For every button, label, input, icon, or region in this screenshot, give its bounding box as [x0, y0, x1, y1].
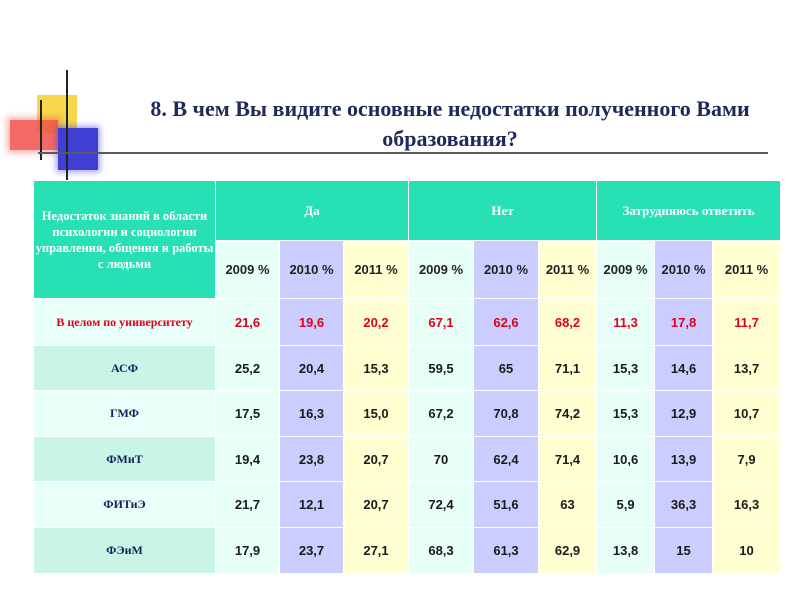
table-cell: 13,9: [655, 437, 713, 482]
row-label: В целом по университету: [34, 299, 216, 346]
logo-red-square: [10, 120, 58, 150]
table-cell: 21,7: [216, 482, 280, 528]
year-header: 2009 %: [216, 241, 280, 299]
table-cell: 63: [539, 482, 597, 528]
table-cell: 17,9: [216, 528, 280, 574]
header-group-undecided: Затрудняюсь ответить: [597, 181, 781, 241]
year-header: 2010 %: [655, 241, 713, 299]
header-group-no: Нет: [409, 181, 597, 241]
row-label: ГМФ: [34, 391, 216, 437]
table-cell: 62,6: [474, 299, 539, 346]
table-cell: 36,3: [655, 482, 713, 528]
table-cell: 7,9: [713, 437, 781, 482]
table-cell: 59,5: [409, 346, 474, 391]
table-cell: 67,1: [409, 299, 474, 346]
table-cell: 61,3: [474, 528, 539, 574]
table-cell: 15: [655, 528, 713, 574]
logo-vertical-line: [66, 70, 68, 182]
table-cell: 15,3: [597, 391, 655, 437]
table-cell: 20,2: [344, 299, 409, 346]
year-header: 2010 %: [474, 241, 539, 299]
table-cell: 13,8: [597, 528, 655, 574]
table-cell: 62,9: [539, 528, 597, 574]
table-cell: 19,6: [280, 299, 344, 346]
table-cell: 74,2: [539, 391, 597, 437]
table-cell: 70,8: [474, 391, 539, 437]
table-cell: 12,9: [655, 391, 713, 437]
table-cell: 65: [474, 346, 539, 391]
year-header: 2010 %: [280, 241, 344, 299]
table-cell: 71,4: [539, 437, 597, 482]
table-cell: 11,7: [713, 299, 781, 346]
table-cell: 10,6: [597, 437, 655, 482]
table-cell: 16,3: [713, 482, 781, 528]
table-cell: 20,7: [344, 437, 409, 482]
table-cell: 70: [409, 437, 474, 482]
table-cell: 19,4: [216, 437, 280, 482]
row-label: АСФ: [34, 346, 216, 391]
table-cell: 10,7: [713, 391, 781, 437]
table-cell: 67,2: [409, 391, 474, 437]
table-cell: 71,1: [539, 346, 597, 391]
table-cell: 11,3: [597, 299, 655, 346]
row-label: ФЭиМ: [34, 528, 216, 574]
header-topic: Недостаток знаний в области психологии и социологии управления, общения и работы с людьми: [34, 181, 216, 299]
table-cell: 5,9: [597, 482, 655, 528]
table-cell: 62,4: [474, 437, 539, 482]
year-header: 2011 %: [539, 241, 597, 299]
table-row: [34, 482, 781, 528]
row-label: ФИТиЭ: [34, 482, 216, 528]
table-cell: 17,5: [216, 391, 280, 437]
table-row: [34, 391, 781, 437]
table-cell: 20,7: [344, 482, 409, 528]
table-cell: 25,2: [216, 346, 280, 391]
table-cell: 13,7: [713, 346, 781, 391]
slide-title: 8. В чем Вы видите основные недостатки полученного Вами образования?: [150, 96, 750, 151]
row-label: ФМиТ: [34, 437, 216, 482]
year-header: 2011 %: [344, 241, 409, 299]
table-row: [34, 299, 781, 346]
year-header: 2009 %: [597, 241, 655, 299]
table-cell: 23,8: [280, 437, 344, 482]
table-row: [34, 528, 781, 574]
survey-table: [33, 180, 781, 574]
table-cell: 15,3: [344, 346, 409, 391]
table-cell: 16,3: [280, 391, 344, 437]
table-row: [34, 437, 781, 482]
table-cell: 14,6: [655, 346, 713, 391]
table-cell: 10: [713, 528, 781, 574]
header-group-yes: Да: [216, 181, 409, 241]
table-row: [34, 346, 781, 391]
year-header: 2011 %: [713, 241, 781, 299]
year-header: 2009 %: [409, 241, 474, 299]
table-cell: 21,6: [216, 299, 280, 346]
table-cell: 12,1: [280, 482, 344, 528]
table-cell: 20,4: [280, 346, 344, 391]
table-cell: 68,3: [409, 528, 474, 574]
table-cell: 68,2: [539, 299, 597, 346]
table-cell: 23,7: [280, 528, 344, 574]
table-cell: 51,6: [474, 482, 539, 528]
table-cell: 17,8: [655, 299, 713, 346]
table-cell: 27,1: [344, 528, 409, 574]
table-cell: 72,4: [409, 482, 474, 528]
table-cell: 15,0: [344, 391, 409, 437]
table-cell: 15,3: [597, 346, 655, 391]
logo-blue-square: [58, 128, 98, 170]
logo-vertical-line-2: [40, 100, 42, 160]
